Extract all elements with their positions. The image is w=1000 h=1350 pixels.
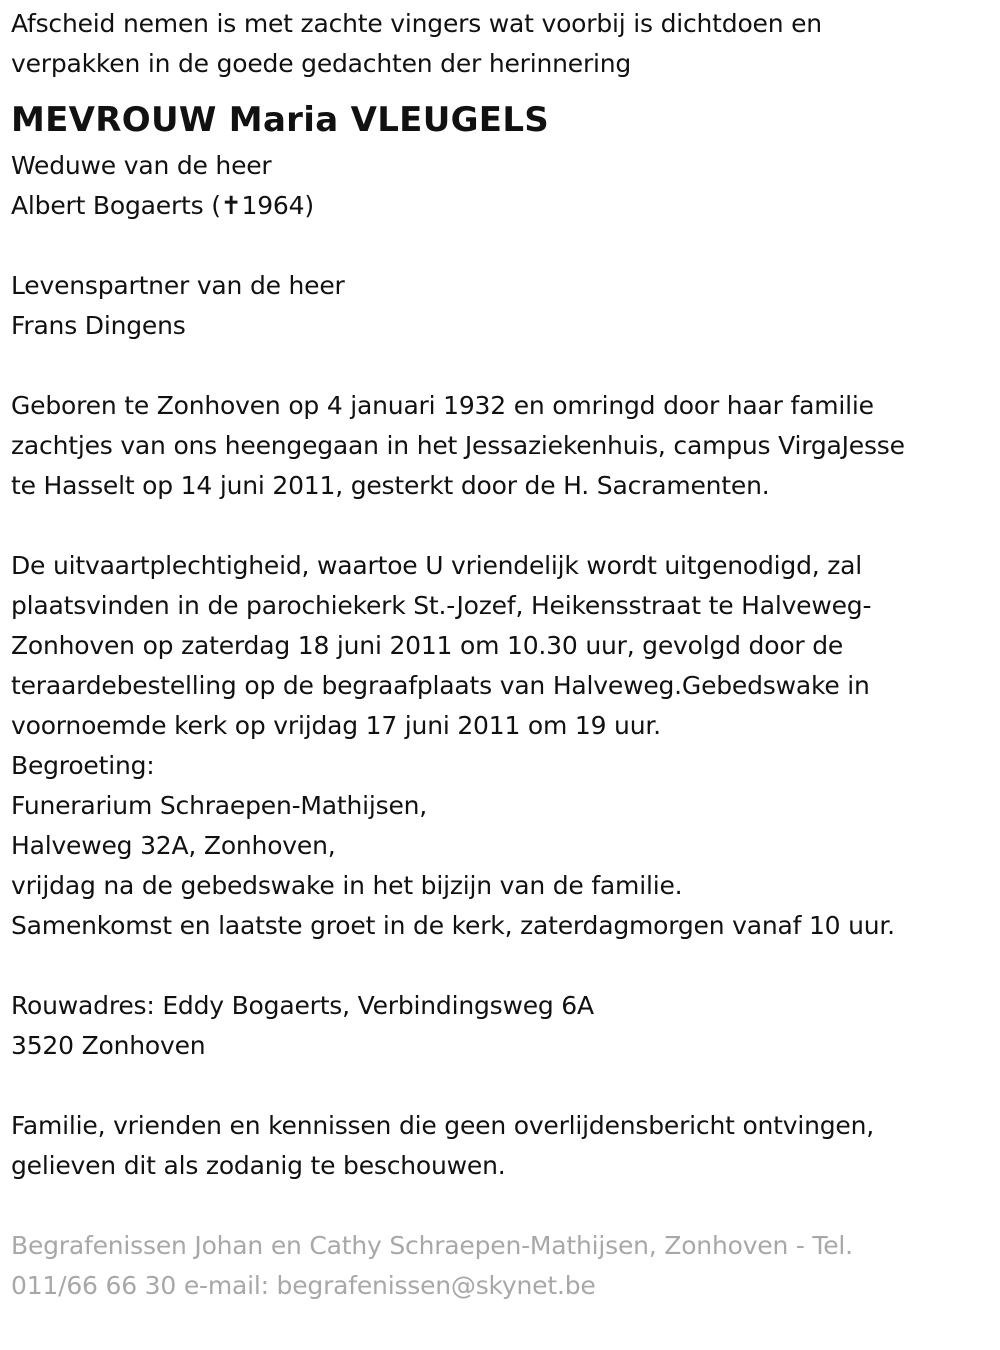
obituary-notice (11, 4, 989, 1306)
greeting-line: Samenkomst en laatste groet in de kerk, zaterdagmorgen vanaf 10 uur. (11, 911, 895, 940)
motto-line: verpakken in de goede gedachten der herinnering (11, 49, 632, 78)
paragraph-line: te Hasselt op 14 juni 2011, gesterkt door de H. Sacramenten. (11, 471, 770, 500)
spacer (11, 506, 989, 546)
paragraph-line: Geboren te Zonhoven op 4 januari 1932 en omringd door haar familie (11, 391, 874, 420)
greeting-line: vrijdag na de gebedswake in het bijzijn van de familie. (11, 871, 683, 900)
paragraph-line: teraardebestelling op de begraafplaats van Halveweg.Gebedswake in (11, 671, 870, 700)
greeting-section (11, 746, 989, 946)
paragraph-line: voornoemde kerk op vrijdag 17 juni 2011 om 19 uur. (11, 711, 661, 740)
address-line: Rouwadres: Eddy Bogaerts, Verbindingsweg 6A (11, 991, 594, 1020)
spacer (11, 1066, 989, 1106)
funeral-home-footer (11, 1226, 989, 1306)
paragraph-line: plaatsvinden in de parochiekerk St.-Jozef, Heikensstraat te Halveweg- (11, 591, 872, 620)
greeting-line: Halveweg 32A, Zonhoven, (11, 831, 336, 860)
widow-section (11, 146, 989, 226)
partner-line: Levenspartner van de heer (11, 271, 345, 300)
paragraph-line: zachtjes van ons heengegaan in het Jessaziekenhuis, campus VirgaJesse (11, 431, 905, 460)
widow-line: Albert Bogaerts (✝1964) (11, 191, 314, 220)
spacer (11, 226, 989, 266)
motto (11, 4, 989, 84)
birth-death-paragraph (11, 386, 989, 506)
partner-section (11, 266, 989, 346)
footer-line: 011/66 66 30 e-mail: begrafenissen@skynet.be (11, 1271, 596, 1300)
spacer (11, 946, 989, 986)
notice-line: Familie, vrienden en kennissen die geen overlijdensbericht ontvingen, (11, 1111, 875, 1140)
partner-line: Frans Dingens (11, 311, 186, 340)
mourning-address (11, 986, 989, 1066)
paragraph-line: De uitvaartplechtigheid, waartoe U vriendelijk wordt uitgenodigd, zal (11, 551, 863, 580)
motto-line: Afscheid nemen is met zachte vingers wat voorbij is dichtdoen en (11, 9, 822, 38)
funeral-paragraph (11, 546, 989, 746)
paragraph-line: Zonhoven op zaterdag 18 juni 2011 om 10.30 uur, gevolgd door de (11, 631, 844, 660)
widow-line: Weduwe van de heer (11, 151, 272, 180)
spacer (11, 1186, 989, 1226)
footer-line: Begrafenissen Johan en Cathy Schraepen-Mathijsen, Zonhoven - Tel. (11, 1231, 853, 1260)
deceased-name: MEVROUW Maria VLEUGELS (11, 100, 550, 140)
greeting-line: Funerarium Schraepen-Mathijsen, (11, 791, 428, 820)
notice-paragraph (11, 1106, 989, 1186)
greeting-label: Begroeting: (11, 751, 155, 780)
address-line: 3520 Zonhoven (11, 1031, 206, 1060)
spacer (11, 346, 989, 386)
notice-line: gelieven dit als zodanig te beschouwen. (11, 1151, 506, 1180)
